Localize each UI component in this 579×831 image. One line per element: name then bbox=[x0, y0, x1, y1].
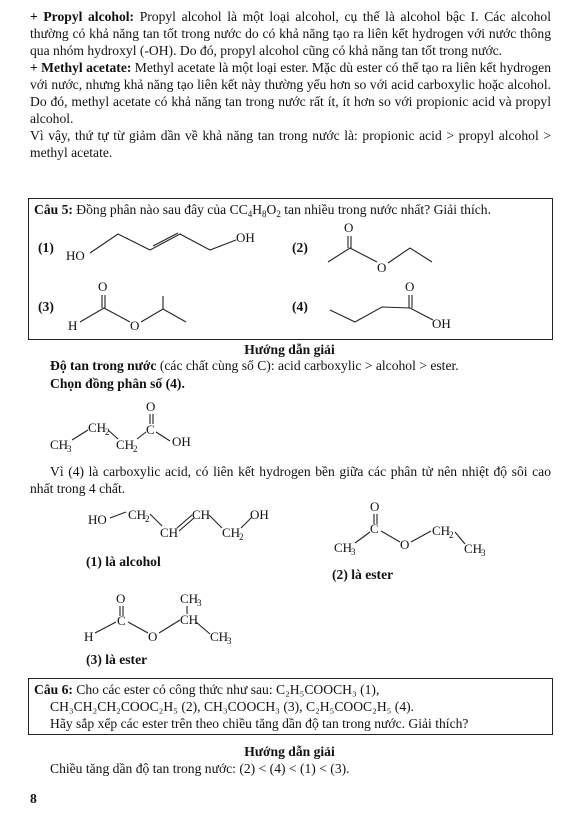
guide-5-title: Hướng dẫn giải bbox=[244, 342, 335, 357]
guide-6-title: Hướng dẫn giải bbox=[244, 744, 335, 759]
est3-ch3-top-sub: 3 bbox=[197, 598, 202, 608]
acid-ch3: CH bbox=[50, 437, 69, 452]
acid-c: C bbox=[146, 422, 155, 437]
question-6-text bbox=[34, 681, 549, 732]
alc-oh: OH bbox=[250, 507, 269, 522]
acid-ch2-bottom-sub: 2 bbox=[133, 444, 138, 454]
alc-ch-b: CH bbox=[192, 507, 211, 522]
est3-bond-4 bbox=[196, 622, 210, 634]
option-2-label: (2) bbox=[292, 240, 308, 255]
acid-ch2-top: CH bbox=[88, 420, 107, 435]
question-6-line3: Hãy sắp xếp các ester trên theo chiều tăng dần độ tan trong nước. Giải thích? bbox=[50, 716, 469, 731]
alc-ch2-b: CH bbox=[222, 525, 241, 540]
guide-5-line1-bold: Độ tan trong nước bbox=[50, 358, 157, 373]
guide-5-choose: Chọn đồng phân số (4). bbox=[50, 376, 185, 391]
question-5-prompt-b: tan nhiều trong nước nhất? Giải thích. bbox=[280, 202, 491, 217]
alc-ho: HO bbox=[88, 512, 107, 527]
est2-c: C bbox=[370, 521, 379, 536]
question-5-prompt-a: Đồng phân nào sau đây của C bbox=[72, 202, 239, 217]
alc-ch2-a: CH bbox=[128, 507, 147, 522]
methyl-heading: + Methyl acetate: bbox=[30, 60, 132, 75]
atom-oh: OH bbox=[236, 230, 255, 245]
option-3-label: (3) bbox=[38, 299, 54, 314]
option-1-label: (1) bbox=[38, 240, 54, 255]
question-5-label: Câu 5: bbox=[34, 202, 73, 217]
acid-oh: OH bbox=[172, 434, 191, 449]
alc-ch2-a-sub: 2 bbox=[145, 514, 150, 524]
formula-h-symbol: H bbox=[252, 202, 263, 217]
guide-6-answer: Chiều tăng dần độ tan trong nước: (2) < (4) < (1) < (3). bbox=[50, 761, 350, 776]
est3-h: H bbox=[84, 629, 94, 644]
alc-bond-1 bbox=[110, 512, 126, 518]
atom-oh-4: OH bbox=[432, 316, 451, 331]
est3-c: C bbox=[117, 613, 126, 628]
caption-alcohol: (1) là alcohol bbox=[86, 554, 161, 569]
formula-c-symbol: C bbox=[238, 202, 248, 217]
est2-o: O bbox=[370, 499, 380, 514]
est2-ch3-end: CH bbox=[464, 541, 483, 556]
caption-ester-2: (2) là ester bbox=[332, 567, 394, 582]
solubility-conclusion: Vì vậy, thứ tự từ giảm dần về khả năng tan trong nước là: propionic acid > propyl alcohol > methyl acetate. bbox=[30, 128, 551, 160]
acid-o: O bbox=[146, 399, 156, 414]
est2-ch3-end-sub: 3 bbox=[481, 548, 486, 558]
est2-ch2: CH bbox=[432, 523, 451, 538]
propyl-heading: + Propyl alcohol: bbox=[30, 9, 135, 24]
formula-c-count: 4 bbox=[247, 209, 253, 219]
question-6-label: Câu 6: bbox=[34, 682, 73, 697]
condensed-alcohol bbox=[88, 507, 269, 542]
atom-o-ether-3: O bbox=[130, 318, 140, 333]
est3-bond-2 bbox=[128, 622, 148, 633]
est3-ch3-top: CH bbox=[180, 591, 199, 606]
alc-ch-a: CH bbox=[160, 525, 179, 540]
est2-bond-4 bbox=[455, 532, 465, 544]
est3-bond-3 bbox=[159, 620, 180, 633]
question-6-line1-text: Cho các ester có công thức như sau: C₂H₅COOCH₃ (1), bbox=[72, 682, 380, 697]
acid-ch3-sub: 3 bbox=[67, 444, 72, 454]
atom-o-carbonyl-3: O bbox=[98, 279, 108, 294]
question-6-line2: CH₃CH₂CH₂COOC₂H₅ (2), CH₃COOCH₃ (3), C₂H₅COOC₂H₅ (4). bbox=[50, 699, 415, 714]
alc-bond-2 bbox=[150, 514, 162, 526]
guide-5-line1-rest: (các chất cùng số C): acid carboxylic > alcohol > ester. bbox=[156, 358, 459, 373]
est2-o-ether: O bbox=[400, 537, 410, 552]
alc-bond-5 bbox=[241, 517, 252, 528]
est3-ch3-end: CH bbox=[210, 629, 229, 644]
est3-o-ether: O bbox=[148, 629, 158, 644]
page-number: 8 bbox=[30, 791, 37, 806]
est3-bond-1 bbox=[95, 622, 116, 633]
formula-h-count: 8 bbox=[262, 209, 267, 219]
guide-5-explain: Vì (4) là carboxylic acid, có liên kết hydrogen bền giữa các phân tử nên nhiệt độ sôi cao nhất trong 4 chất. bbox=[30, 464, 551, 496]
formula-o-symbol: O bbox=[266, 202, 277, 217]
propyl-text: Propyl alcohol là một loại alcohol, cụ thể là alcohol bậc I. Các alcohol thường có khả năng tan tốt trong nước do có khả năng tạo ra liên kết hydrogen với nước thông qua nhóm hydroxyl (-OH). Do đó, propyl alcohol cũng có khả năng tan tốt trong nước. bbox=[30, 9, 551, 58]
atom-o-carbonyl: O bbox=[344, 220, 354, 235]
alc-bond-4 bbox=[209, 515, 222, 528]
formula-o-count: 2 bbox=[276, 209, 281, 219]
condensed-ester-2 bbox=[334, 499, 486, 558]
est2-bond-2 bbox=[381, 531, 400, 542]
atom-o-ether: O bbox=[377, 260, 387, 275]
alc-ch2-b-sub: 2 bbox=[239, 532, 244, 542]
acid-ch2-bottom: CH bbox=[116, 437, 135, 452]
est3-o: O bbox=[116, 591, 126, 606]
caption-ester-3: (3) là ester bbox=[86, 652, 148, 667]
est2-bond-1 bbox=[355, 532, 370, 543]
est3-ch: CH bbox=[180, 612, 199, 627]
est2-ch3-sub: 3 bbox=[351, 547, 356, 557]
est2-bond-3 bbox=[411, 531, 431, 542]
acid-ch2-top-sub: 2 bbox=[105, 427, 110, 437]
atom-h: H bbox=[68, 318, 78, 333]
methyl-text: Methyl acetate là một loại ester. Mặc dù ester có thể tạo ra liên kết hydrogen với nước, nhưng khả năng tạo liên kết này thường yếu hơn so với acid carboxylic hoặc alcohol. Do đó, methyl acetate có khả năng tan trong nước rất ít, ít hơn so với propionic acid và propyl alcohol. bbox=[30, 60, 551, 126]
atom-ho: HO bbox=[66, 248, 85, 263]
option-4-label: (4) bbox=[292, 299, 308, 314]
est2-ch3: CH bbox=[334, 540, 353, 555]
condensed-ester-3 bbox=[84, 591, 232, 646]
est3-ch3-end-sub: 3 bbox=[227, 636, 232, 646]
question-6-line1 bbox=[34, 681, 549, 698]
est2-ch2-sub: 2 bbox=[449, 530, 454, 540]
atom-o-carbonyl-4: O bbox=[405, 279, 415, 294]
